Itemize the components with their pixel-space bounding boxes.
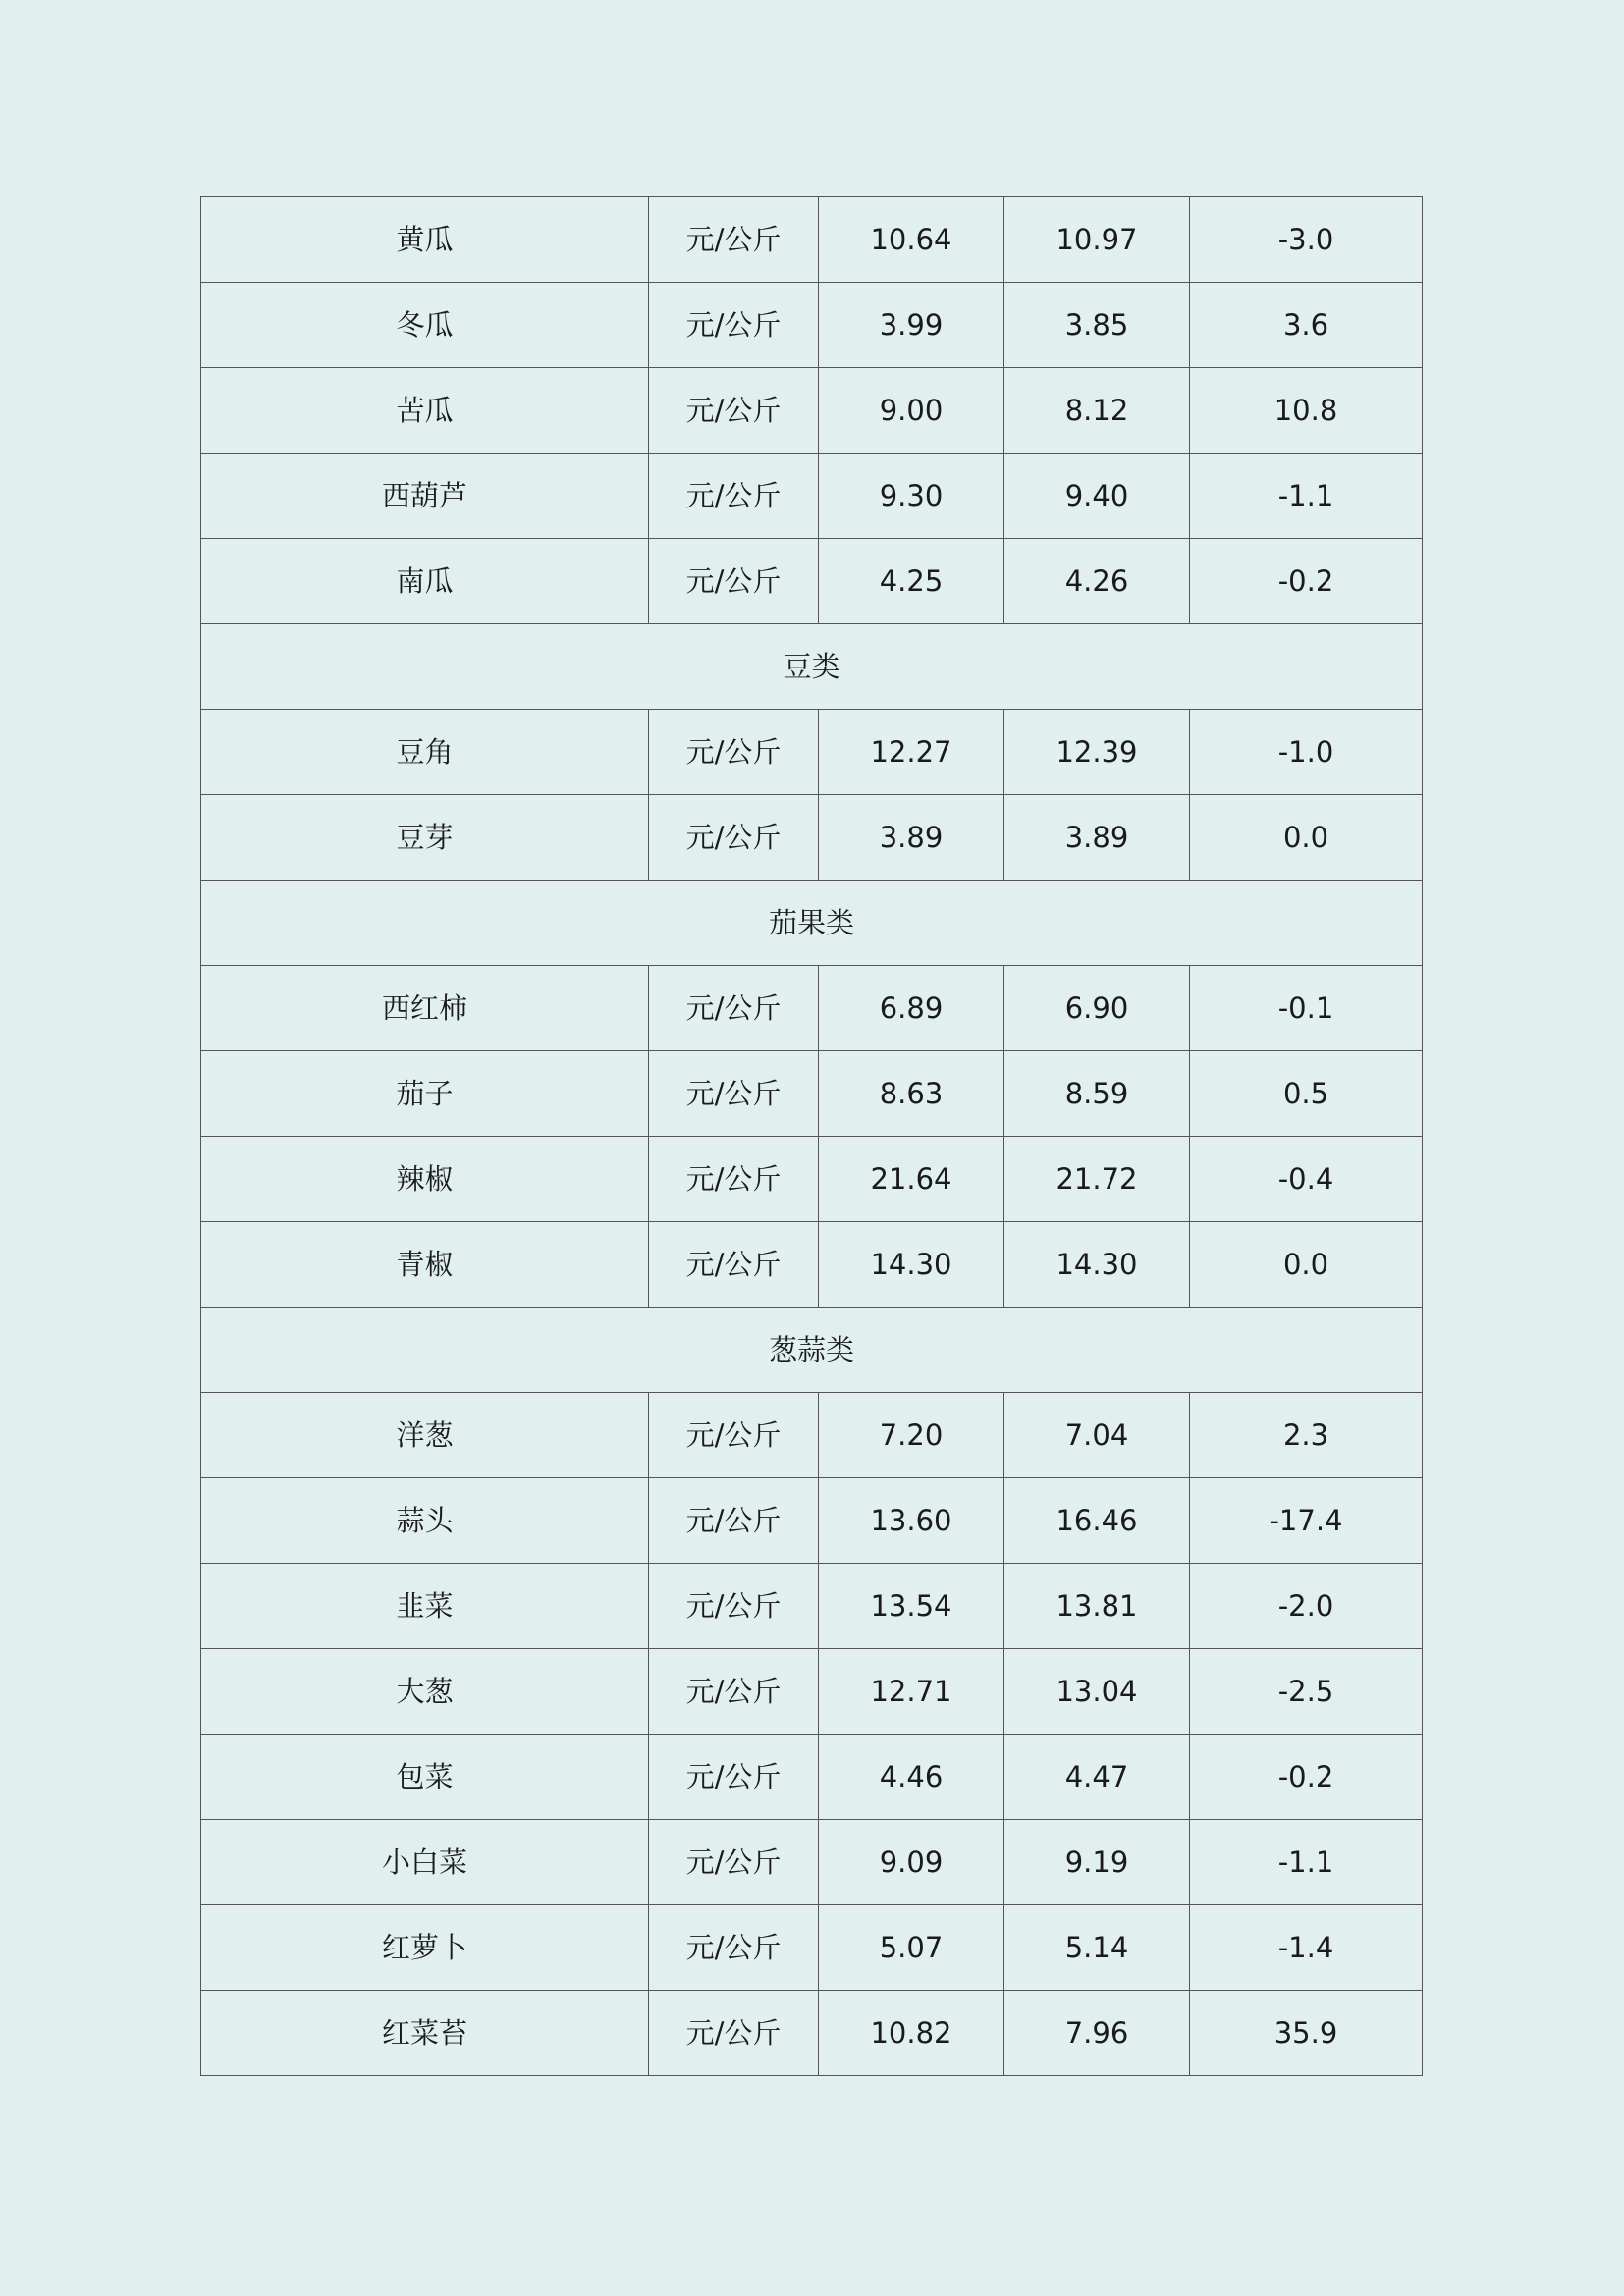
unit-cell: 元/公斤 <box>649 1222 819 1308</box>
table-row <box>201 1735 1423 1820</box>
unit-cell: 元/公斤 <box>649 966 819 1051</box>
unit-cell: 元/公斤 <box>649 1820 819 1905</box>
change-percent-cell: 0.5 <box>1190 1051 1423 1137</box>
current-price-cell: 10.64 <box>819 197 1004 283</box>
item-name-cell: 茄子 <box>201 1051 649 1137</box>
change-percent-cell: -17.4 <box>1190 1478 1423 1564</box>
unit-cell: 元/公斤 <box>649 197 819 283</box>
category-row <box>201 881 1423 966</box>
unit-cell: 元/公斤 <box>649 1564 819 1649</box>
table-row <box>201 454 1423 539</box>
unit-cell: 元/公斤 <box>649 1051 819 1137</box>
unit-cell: 元/公斤 <box>649 1735 819 1820</box>
unit-cell: 元/公斤 <box>649 1137 819 1222</box>
current-price-cell: 10.82 <box>819 1991 1004 2076</box>
change-percent-cell: -1.4 <box>1190 1905 1423 1991</box>
category-row <box>201 1308 1423 1393</box>
change-percent-cell: -0.4 <box>1190 1137 1423 1222</box>
unit-cell: 元/公斤 <box>649 454 819 539</box>
previous-price-cell: 9.40 <box>1004 454 1190 539</box>
item-name-cell: 韭菜 <box>201 1564 649 1649</box>
unit-cell: 元/公斤 <box>649 1649 819 1735</box>
item-name-cell: 豆芽 <box>201 795 649 881</box>
previous-price-cell: 7.96 <box>1004 1991 1190 2076</box>
change-percent-cell: 0.0 <box>1190 795 1423 881</box>
table-row <box>201 1649 1423 1735</box>
item-name-cell: 洋葱 <box>201 1393 649 1478</box>
previous-price-cell: 9.19 <box>1004 1820 1190 1905</box>
current-price-cell: 21.64 <box>819 1137 1004 1222</box>
item-name-cell: 大葱 <box>201 1649 649 1735</box>
previous-price-cell: 4.47 <box>1004 1735 1190 1820</box>
unit-cell: 元/公斤 <box>649 539 819 624</box>
category-heading: 茄果类 <box>201 881 1423 966</box>
item-name-cell: 豆角 <box>201 710 649 795</box>
table-row <box>201 1137 1423 1222</box>
previous-price-cell: 12.39 <box>1004 710 1190 795</box>
current-price-cell: 13.54 <box>819 1564 1004 1649</box>
category-row <box>201 624 1423 710</box>
previous-price-cell: 4.26 <box>1004 539 1190 624</box>
category-heading: 葱蒜类 <box>201 1308 1423 1393</box>
change-percent-cell: -1.0 <box>1190 710 1423 795</box>
current-price-cell: 14.30 <box>819 1222 1004 1308</box>
current-price-cell: 9.09 <box>819 1820 1004 1905</box>
previous-price-cell: 13.81 <box>1004 1564 1190 1649</box>
item-name-cell: 红菜苔 <box>201 1991 649 2076</box>
table-row <box>201 368 1423 454</box>
table-row <box>201 1478 1423 1564</box>
previous-price-cell: 5.14 <box>1004 1905 1190 1991</box>
table-row <box>201 1393 1423 1478</box>
table-row <box>201 966 1423 1051</box>
current-price-cell: 6.89 <box>819 966 1004 1051</box>
previous-price-cell: 8.12 <box>1004 368 1190 454</box>
item-name-cell: 黄瓜 <box>201 197 649 283</box>
item-name-cell: 西葫芦 <box>201 454 649 539</box>
previous-price-cell: 21.72 <box>1004 1137 1190 1222</box>
previous-price-cell: 10.97 <box>1004 197 1190 283</box>
unit-cell: 元/公斤 <box>649 1478 819 1564</box>
previous-price-cell: 3.85 <box>1004 283 1190 368</box>
change-percent-cell: 10.8 <box>1190 368 1423 454</box>
item-name-cell: 青椒 <box>201 1222 649 1308</box>
unit-cell: 元/公斤 <box>649 795 819 881</box>
current-price-cell: 8.63 <box>819 1051 1004 1137</box>
change-percent-cell: -1.1 <box>1190 454 1423 539</box>
item-name-cell: 西红柿 <box>201 966 649 1051</box>
current-price-cell: 3.99 <box>819 283 1004 368</box>
item-name-cell: 小白菜 <box>201 1820 649 1905</box>
unit-cell: 元/公斤 <box>649 1991 819 2076</box>
current-price-cell: 9.30 <box>819 454 1004 539</box>
unit-cell: 元/公斤 <box>649 1393 819 1478</box>
change-percent-cell: -0.2 <box>1190 1735 1423 1820</box>
change-percent-cell: 2.3 <box>1190 1393 1423 1478</box>
previous-price-cell: 3.89 <box>1004 795 1190 881</box>
item-name-cell: 南瓜 <box>201 539 649 624</box>
item-name-cell: 蒜头 <box>201 1478 649 1564</box>
previous-price-cell: 14.30 <box>1004 1222 1190 1308</box>
item-name-cell: 冬瓜 <box>201 283 649 368</box>
price-table <box>200 196 1423 2076</box>
current-price-cell: 12.27 <box>819 710 1004 795</box>
current-price-cell: 12.71 <box>819 1649 1004 1735</box>
table-row <box>201 1051 1423 1137</box>
table-row <box>201 283 1423 368</box>
current-price-cell: 5.07 <box>819 1905 1004 1991</box>
unit-cell: 元/公斤 <box>649 1905 819 1991</box>
previous-price-cell: 6.90 <box>1004 966 1190 1051</box>
unit-cell: 元/公斤 <box>649 368 819 454</box>
table-row <box>201 197 1423 283</box>
table-row <box>201 1905 1423 1991</box>
previous-price-cell: 7.04 <box>1004 1393 1190 1478</box>
current-price-cell: 4.25 <box>819 539 1004 624</box>
table-row <box>201 1820 1423 1905</box>
table-row <box>201 1991 1423 2076</box>
current-price-cell: 13.60 <box>819 1478 1004 1564</box>
unit-cell: 元/公斤 <box>649 283 819 368</box>
current-price-cell: 9.00 <box>819 368 1004 454</box>
item-name-cell: 包菜 <box>201 1735 649 1820</box>
price-table-body <box>201 197 1423 2076</box>
change-percent-cell: 3.6 <box>1190 283 1423 368</box>
change-percent-cell: -3.0 <box>1190 197 1423 283</box>
previous-price-cell: 13.04 <box>1004 1649 1190 1735</box>
previous-price-cell: 16.46 <box>1004 1478 1190 1564</box>
change-percent-cell: -0.2 <box>1190 539 1423 624</box>
change-percent-cell: -1.1 <box>1190 1820 1423 1905</box>
change-percent-cell: -0.1 <box>1190 966 1423 1051</box>
change-percent-cell: -2.0 <box>1190 1564 1423 1649</box>
current-price-cell: 4.46 <box>819 1735 1004 1820</box>
table-row <box>201 1564 1423 1649</box>
change-percent-cell: 0.0 <box>1190 1222 1423 1308</box>
category-heading: 豆类 <box>201 624 1423 710</box>
unit-cell: 元/公斤 <box>649 710 819 795</box>
previous-price-cell: 8.59 <box>1004 1051 1190 1137</box>
item-name-cell: 辣椒 <box>201 1137 649 1222</box>
table-row <box>201 795 1423 881</box>
current-price-cell: 7.20 <box>819 1393 1004 1478</box>
item-name-cell: 红萝卜 <box>201 1905 649 1991</box>
table-row <box>201 1222 1423 1308</box>
item-name-cell: 苦瓜 <box>201 368 649 454</box>
table-row <box>201 710 1423 795</box>
change-percent-cell: 35.9 <box>1190 1991 1423 2076</box>
table-row <box>201 539 1423 624</box>
current-price-cell: 3.89 <box>819 795 1004 881</box>
change-percent-cell: -2.5 <box>1190 1649 1423 1735</box>
